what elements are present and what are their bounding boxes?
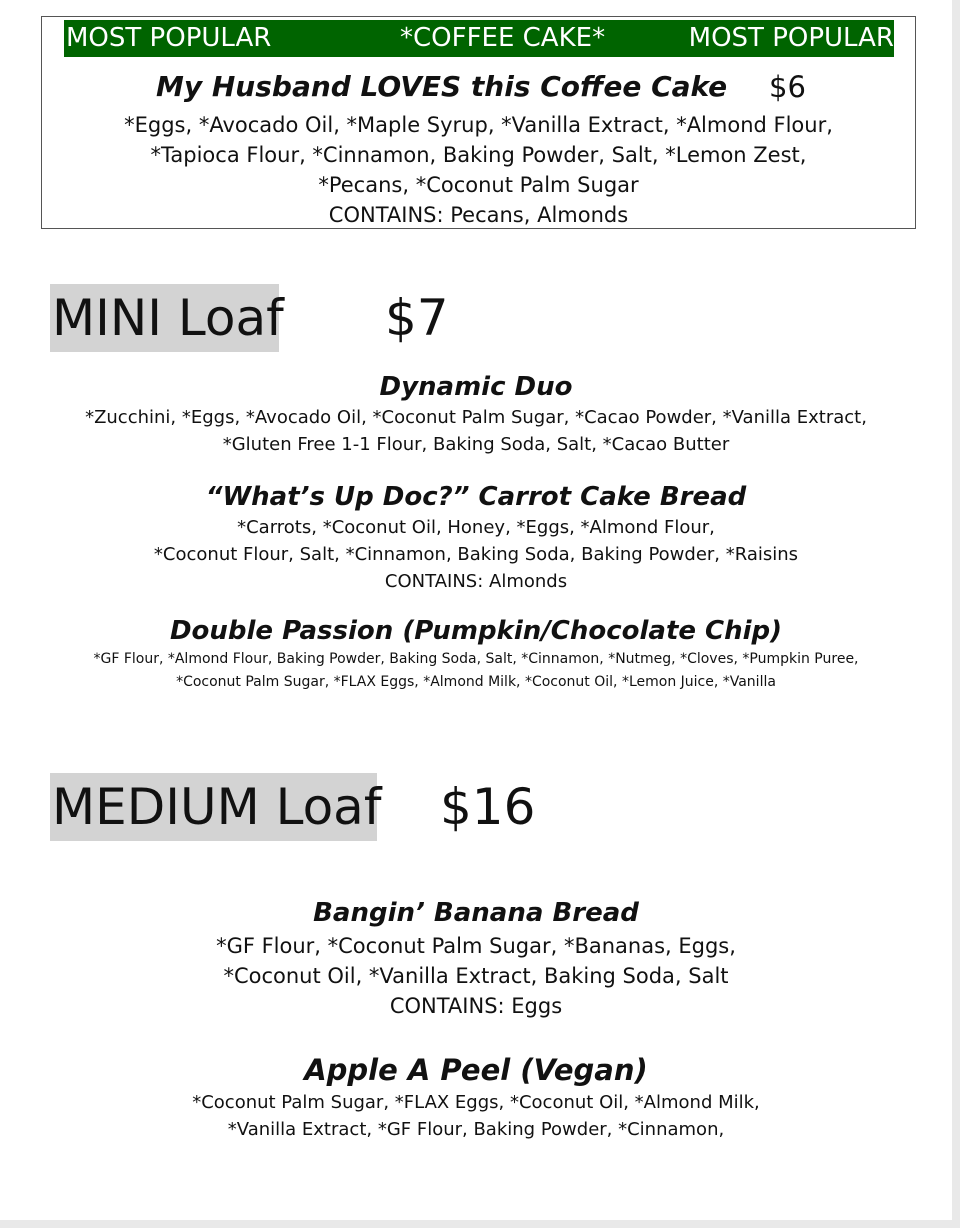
ingredient-line: *Gluten Free 1-1 Flour, Baking Soda, Salt, *Cacao Butter — [222, 434, 730, 455]
featured-ingredients — [42, 110, 915, 230]
mini-loaf-label: MINI Loaf — [50, 284, 279, 352]
item-name: Dynamic Duo — [379, 372, 573, 402]
item-name: “What’s Up Doc?” Carrot Cake Bread — [205, 482, 747, 512]
ingredient-line: *Vanilla Extract, *GF Flour, Baking Powder, *Cinnamon, — [227, 1119, 725, 1140]
item-ingredients — [0, 648, 952, 694]
banner-right-text: MOST POPULAR — [688, 23, 894, 53]
medium-loaf-price: $16 — [440, 778, 536, 836]
most-popular-banner — [64, 20, 894, 57]
contains-line: CONTAINS: Pecans, Almonds — [328, 203, 629, 227]
menu-item-dynamic-duo — [0, 370, 952, 458]
menu-item-carrot-cake-bread — [0, 480, 952, 595]
mini-loaf-price: $7 — [385, 289, 449, 347]
featured-item-price: $6 — [769, 70, 806, 104]
medium-loaf-label: MEDIUM Loaf — [50, 773, 377, 841]
item-name: Bangin’ Banana Bread — [313, 898, 639, 928]
ingredient-line: *Coconut Oil, *Vanilla Extract, Baking Soda, Salt — [223, 964, 729, 988]
featured-coffee-cake-box — [41, 16, 916, 229]
ingredient-line: *Pecans, *Coconut Palm Sugar — [318, 173, 639, 197]
item-ingredients — [0, 1089, 952, 1143]
ingredient-line: *Coconut Palm Sugar, *FLAX Eggs, *Almond Milk, *Coconut Oil, *Lemon Juice, *Vanilla — [176, 674, 776, 690]
ingredient-line: *Tapioca Flour, *Cinnamon, Baking Powder, Salt, *Lemon Zest, — [150, 143, 807, 167]
item-ingredients — [0, 931, 952, 1021]
ingredient-line: *Zucchini, *Eggs, *Avocado Oil, *Coconut Palm Sugar, *Cacao Powder, *Vanilla Extract, — [85, 407, 867, 428]
item-ingredients — [0, 514, 952, 595]
menu-item-banana-bread — [0, 895, 952, 1021]
featured-item-name: My Husband LOVES this Coffee Cake — [156, 70, 728, 103]
ingredient-line: *Eggs, *Avocado Oil, *Maple Syrup, *Vanilla Extract, *Almond Flour, — [124, 113, 833, 137]
banner-left-text: MOST POPULAR — [66, 23, 272, 53]
item-name: Double Passion (Pumpkin/Chocolate Chip) — [169, 616, 783, 646]
banner-center-text: *COFFEE CAKE* — [400, 23, 606, 53]
ingredient-line: *GF Flour, *Almond Flour, Baking Powder, Baking Soda, Salt, *Cinnamon, *Nutmeg, *Cloves, *Pumpkin Puree, — [93, 651, 859, 667]
menu-item-apple-a-peel — [0, 1051, 952, 1143]
contains-line: CONTAINS: Eggs — [389, 994, 563, 1018]
ingredient-line: *Coconut Flour, Salt, *Cinnamon, Baking Soda, Baking Powder, *Raisins — [153, 544, 799, 565]
medium-loaf-header — [50, 773, 610, 841]
ingredient-line: *Coconut Palm Sugar, *FLAX Eggs, *Coconut Oil, *Almond Milk, — [192, 1092, 760, 1113]
item-ingredients — [0, 404, 952, 458]
ingredient-line: *Carrots, *Coconut Oil, Honey, *Eggs, *Almond Flour, — [237, 517, 715, 538]
ingredient-line: *GF Flour, *Coconut Palm Sugar, *Bananas, Eggs, — [216, 934, 736, 958]
item-name: Apple A Peel (Vegan) — [304, 1053, 648, 1087]
contains-line: CONTAINS: Almonds — [384, 571, 568, 592]
menu-item-double-passion — [0, 614, 952, 694]
mini-loaf-header — [50, 284, 550, 352]
